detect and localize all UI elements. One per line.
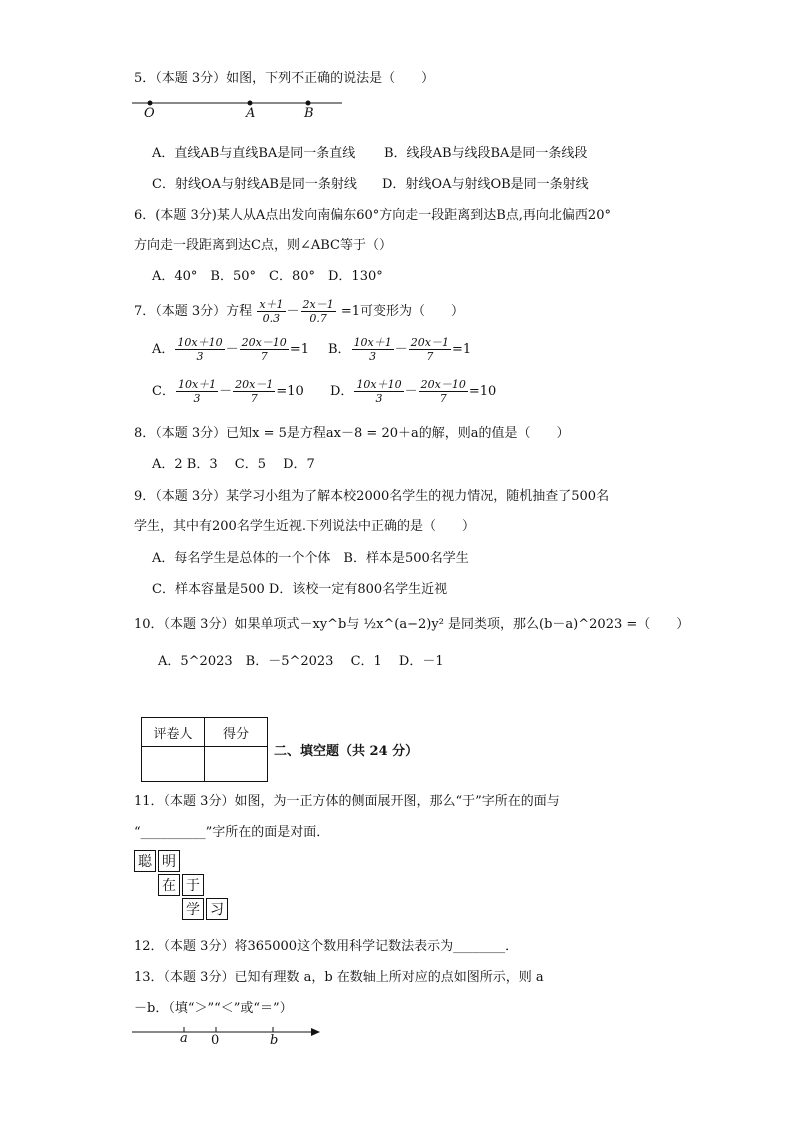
score-cell-grader[interactable] (142, 747, 205, 782)
score-header-grader: 评卷人 (142, 718, 205, 747)
point-o (148, 101, 153, 106)
cube-cell-zai: 在 (158, 874, 180, 896)
cube-cell-yu: 于 (182, 874, 204, 896)
q7-frac2: $\frac{2x-1}{0.7}$ (302, 298, 334, 325)
q7-frac1: $\frac{x+1}{0.3}$ (259, 298, 284, 325)
q8-stem: 8．（本题 3分）已知x = 5是方程ax－8 = 20＋a的解，则a的值是（ ） (134, 426, 570, 441)
q6-line1: 6．(本题 3分)某人从A点出发向南偏东60°方向走一段距离到达B点,再向北偏西20° (134, 208, 611, 223)
q6-options: A．40° B．50° C．80° D．130° (152, 269, 383, 284)
number-line (130, 1024, 330, 1046)
point-b (306, 101, 311, 106)
q7-option-a: A． $\frac{10x+10}{3}$ － $\frac{20x-10}{7}$ =1 (152, 336, 309, 363)
q12-stem: 12．（本题 3分）将365000这个数用科学记数法表示为________． (134, 939, 519, 954)
arrow-right-icon (311, 1028, 320, 1036)
score-cell-score[interactable] (205, 747, 268, 782)
q5-option-b: B．线段AB与线段BA是同一条线段 (384, 146, 588, 161)
axis-label-b: b (270, 1033, 279, 1048)
q8-options: A．2 B．3 C．5 D．7 (152, 457, 315, 472)
q10-options: A．5^2023 B．－5^2023 C．1 D．－1 (158, 654, 444, 669)
q5-option-c: C．射线OA与射线AB是同一条射线 (152, 177, 357, 192)
score-header-score: 得分 (205, 718, 268, 747)
q9-options-ab: A．每名学生是总体的一个个体 B．样本是500名学生 (152, 551, 469, 566)
q13-line1: 13．（本题 3分）已知有理数 a，b 在数轴上所对应的点如图所示，则 a (134, 970, 544, 985)
q13-line2: －b．（填“＞”“＜”或“＝”） (134, 1001, 293, 1016)
q7-stem: 7．（本题 3分）方程 $\frac{x+1}{0.3}$ － $\frac{2x-1}{0.7}$ =1可变形为（ ） (134, 298, 465, 325)
q6-line2: 方向走一段距离到达C点，则∠ABC等于（） (134, 238, 392, 253)
q7-option-b: B． $\frac{10x+1}{3}$ － $\frac{20x-1}{7}$ =1 (328, 336, 472, 363)
axis-label-0: 0 (211, 1033, 220, 1048)
q11-line2: “__________”字所在的面是对面． (134, 825, 330, 840)
q7-prefix: 7．（本题 3分）方程 (134, 304, 253, 319)
label-a: A (246, 106, 256, 121)
axis-label-a: a (180, 1031, 188, 1046)
q5-stem: 5．（本题 3分）如图，下列不正确的说法是（ ） (134, 71, 435, 86)
q9-line1: 9．（本题 3分）某学习小组为了解本校2000名学生的视力情况，随机抽查了500名 (134, 489, 610, 504)
q9-options-cd: C．样本容量是500 D．该校一定有800名学生近视 (152, 582, 448, 597)
q5-option-d: D．射线OA与射线OB是同一条射线 (382, 177, 589, 192)
q9-line2: 学生，其中有200名学生近视.下列说法中正确的是（ ） (134, 519, 475, 534)
q7-suffix: =1可变形为（ ） (340, 304, 465, 319)
q11-line1: 11．（本题 3分）如图，为一正方体的侧面展开图，那么“于”字所在的面与 (134, 794, 560, 809)
label-o: O (144, 106, 155, 121)
q10-stem: 10．（本题 3分）如果单项式－xy^b与 ½x^(a−2)y² 是同类项，那么(b－a)^2023 =（ ） (134, 617, 690, 632)
q5-line-figure (130, 95, 350, 125)
q7-option-c: C． $\frac{10x+1}{3}$ － $\frac{20x-1}{7}$ =10 (152, 378, 304, 405)
score-box (141, 717, 268, 782)
cube-cell-xue: 学 (182, 898, 204, 920)
label-b: B (304, 106, 314, 121)
q5-option-a: A．直线AB与直线BA是同一条直线 (152, 146, 356, 161)
point-a (248, 101, 253, 106)
q7-option-d: D． $\frac{10x+10}{3}$ － $\frac{20x-10}{7}$ =10 (330, 378, 497, 405)
cube-cell-cong: 聪 (134, 850, 156, 872)
section2-title: 二、填空题（共 24 分） (274, 744, 419, 759)
cube-cell-ming: 明 (158, 850, 180, 872)
cube-cell-xi: 习 (206, 898, 228, 920)
